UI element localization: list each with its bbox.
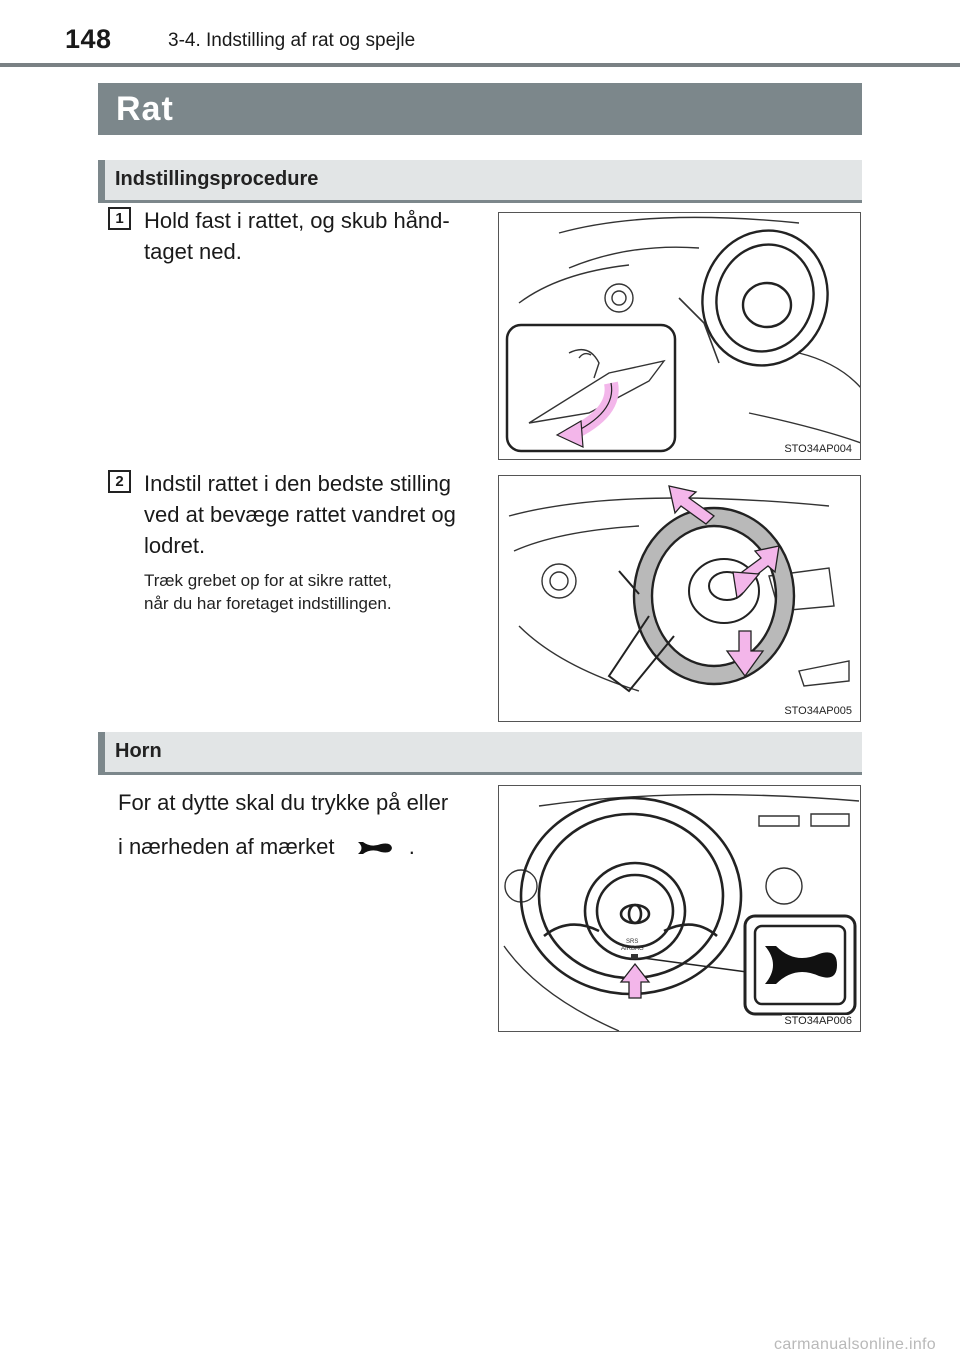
running-head: 3-4. Indstilling af rat og spejle (168, 30, 416, 51)
step-2-line-3: lodret. (144, 533, 206, 558)
step-2-note-line-1: Træk grebet op for at sikre rattet, (144, 571, 392, 590)
airbag-label-airbag: AIRBAG (621, 946, 644, 952)
figure-3-code: STO34AP006 (784, 1015, 852, 1027)
step-1-line-2: taget ned. (144, 239, 242, 264)
horn-icon (357, 841, 393, 855)
step-2-line-2: ved at bevæge rattet vandret og (144, 502, 456, 527)
step-1-text (144, 205, 450, 267)
section-title: Rat (116, 90, 174, 128)
horn-text (118, 781, 448, 869)
footer-watermark: carmanualsonline.info (774, 1336, 936, 1353)
figure-steering-lever (498, 212, 861, 460)
horn-line-2 (118, 825, 448, 869)
page-number: 148 (65, 24, 112, 54)
airbag-label-srs: SRS (626, 939, 639, 945)
step-2-note-line-2: når du har foretaget indstillingen. (144, 594, 392, 613)
step-2-text (144, 468, 479, 561)
horn-line-2-text: i nærheden af mærket (118, 834, 335, 859)
figure-1-code: STO34AP004 (784, 443, 852, 455)
section-banner (98, 83, 862, 135)
figure-steering-adjust (498, 475, 861, 722)
subhead-adjustment (98, 160, 862, 203)
subhead-horn-label: Horn (115, 740, 162, 762)
steering-adjust-illustration (499, 476, 861, 722)
step-2-badge: 2 (108, 470, 131, 493)
figure-horn (498, 785, 861, 1032)
step-1-line-1: Hold fast i rattet, og skub hånd- (144, 208, 450, 233)
subhead-adjustment-label: Indstillingsprocedure (115, 168, 319, 190)
step-2-line-1: Indstil rattet i den bedste stilling (144, 471, 451, 496)
horn-line-1: For at dytte skal du trykke på eller (118, 790, 449, 815)
figure-2-code: STO34AP005 (784, 705, 852, 717)
step-1-badge: 1 (108, 207, 131, 230)
horn-line-2-period: . (408, 834, 415, 859)
horn-illustration (499, 786, 861, 1032)
header-rule (0, 63, 960, 67)
subhead-horn (98, 732, 862, 775)
step-2-note (144, 569, 479, 615)
steering-lever-illustration (499, 213, 861, 460)
